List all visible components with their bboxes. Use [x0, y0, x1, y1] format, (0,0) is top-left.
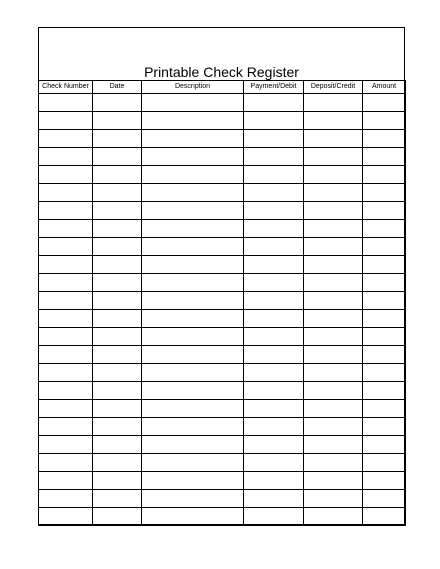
table-row — [39, 346, 406, 364]
description-cell — [142, 310, 244, 328]
check-number-cell — [39, 508, 93, 526]
date-cell — [93, 472, 142, 490]
check-number-cell — [39, 346, 93, 364]
deposit-credit-cell — [304, 202, 363, 220]
table-row — [39, 274, 406, 292]
payment-debit-cell — [244, 418, 304, 436]
date-cell — [93, 292, 142, 310]
check-number-cell — [39, 202, 93, 220]
page-title: Printable Check Register — [144, 64, 299, 80]
payment-debit-cell — [244, 454, 304, 472]
table-row — [39, 400, 406, 418]
payment-debit-cell — [244, 364, 304, 382]
payment-debit-cell — [244, 400, 304, 418]
table-row — [39, 112, 406, 130]
column-header-payment-debit: Payment/Debit — [244, 81, 304, 94]
table-row — [39, 508, 406, 526]
description-cell — [142, 382, 244, 400]
payment-debit-cell — [244, 328, 304, 346]
payment-debit-cell — [244, 382, 304, 400]
payment-debit-cell — [244, 130, 304, 148]
deposit-credit-cell — [304, 112, 363, 130]
description-cell — [142, 94, 244, 112]
amount-cell — [363, 202, 406, 220]
check-number-cell — [39, 436, 93, 454]
amount-cell — [363, 130, 406, 148]
column-header-date: Date — [93, 81, 142, 94]
date-cell — [93, 148, 142, 166]
amount-cell — [363, 148, 406, 166]
deposit-credit-cell — [304, 256, 363, 274]
date-cell — [93, 166, 142, 184]
check-number-cell — [39, 166, 93, 184]
check-number-cell — [39, 112, 93, 130]
description-cell — [142, 346, 244, 364]
check-number-cell — [39, 400, 93, 418]
column-header-check-number: Check Number — [39, 81, 93, 94]
deposit-credit-cell — [304, 310, 363, 328]
payment-debit-cell — [244, 310, 304, 328]
description-cell — [142, 292, 244, 310]
date-cell — [93, 274, 142, 292]
table-row — [39, 490, 406, 508]
date-cell — [93, 508, 142, 526]
check-number-cell — [39, 292, 93, 310]
deposit-credit-cell — [304, 274, 363, 292]
check-number-cell — [39, 238, 93, 256]
description-cell — [142, 202, 244, 220]
check-number-cell — [39, 382, 93, 400]
table-row — [39, 292, 406, 310]
check-number-cell — [39, 274, 93, 292]
amount-cell — [363, 166, 406, 184]
payment-debit-cell — [244, 220, 304, 238]
description-cell — [142, 274, 244, 292]
deposit-credit-cell — [304, 508, 363, 526]
date-cell — [93, 382, 142, 400]
table-row — [39, 328, 406, 346]
payment-debit-cell — [244, 292, 304, 310]
payment-debit-cell — [244, 238, 304, 256]
table-row — [39, 166, 406, 184]
description-cell — [142, 364, 244, 382]
deposit-credit-cell — [304, 490, 363, 508]
description-cell — [142, 166, 244, 184]
payment-debit-cell — [244, 148, 304, 166]
payment-debit-cell — [244, 202, 304, 220]
date-cell — [93, 202, 142, 220]
description-cell — [142, 238, 244, 256]
deposit-credit-cell — [304, 292, 363, 310]
amount-cell — [363, 112, 406, 130]
date-cell — [93, 364, 142, 382]
date-cell — [93, 310, 142, 328]
amount-cell — [363, 490, 406, 508]
table-row — [39, 472, 406, 490]
payment-debit-cell — [244, 166, 304, 184]
check-number-cell — [39, 472, 93, 490]
header-row — [39, 81, 406, 94]
payment-debit-cell — [244, 112, 304, 130]
description-cell — [142, 490, 244, 508]
table-row — [39, 220, 406, 238]
deposit-credit-cell — [304, 346, 363, 364]
table-row — [39, 238, 406, 256]
check-number-cell — [39, 220, 93, 238]
date-cell — [93, 400, 142, 418]
date-cell — [93, 256, 142, 274]
column-header-description: Description — [142, 81, 244, 94]
description-cell — [142, 454, 244, 472]
check-number-cell — [39, 310, 93, 328]
amount-cell — [363, 274, 406, 292]
deposit-credit-cell — [304, 364, 363, 382]
amount-cell — [363, 436, 406, 454]
date-cell — [93, 112, 142, 130]
payment-debit-cell — [244, 94, 304, 112]
deposit-credit-cell — [304, 382, 363, 400]
amount-cell — [363, 382, 406, 400]
description-cell — [142, 508, 244, 526]
description-cell — [142, 472, 244, 490]
amount-cell — [363, 472, 406, 490]
payment-debit-cell — [244, 436, 304, 454]
deposit-credit-cell — [304, 454, 363, 472]
date-cell — [93, 220, 142, 238]
description-cell — [142, 148, 244, 166]
payment-debit-cell — [244, 346, 304, 364]
description-cell — [142, 130, 244, 148]
amount-cell — [363, 94, 406, 112]
deposit-credit-cell — [304, 130, 363, 148]
payment-debit-cell — [244, 472, 304, 490]
description-cell — [142, 184, 244, 202]
amount-cell — [363, 346, 406, 364]
table-row — [39, 310, 406, 328]
table-row — [39, 130, 406, 148]
description-cell — [142, 436, 244, 454]
amount-cell — [363, 364, 406, 382]
table-row — [39, 184, 406, 202]
table-row — [39, 382, 406, 400]
check-number-cell — [39, 490, 93, 508]
register-page — [38, 27, 405, 525]
deposit-credit-cell — [304, 472, 363, 490]
date-cell — [93, 418, 142, 436]
check-number-cell — [39, 148, 93, 166]
payment-debit-cell — [244, 490, 304, 508]
amount-cell — [363, 184, 406, 202]
table-row — [39, 454, 406, 472]
amount-cell — [363, 454, 406, 472]
table-row — [39, 202, 406, 220]
payment-debit-cell — [244, 184, 304, 202]
table-row — [39, 418, 406, 436]
amount-cell — [363, 400, 406, 418]
table-row — [39, 94, 406, 112]
amount-cell — [363, 328, 406, 346]
date-cell — [93, 346, 142, 364]
check-number-cell — [39, 94, 93, 112]
deposit-credit-cell — [304, 166, 363, 184]
table-row — [39, 148, 406, 166]
deposit-credit-cell — [304, 400, 363, 418]
check-number-cell — [39, 328, 93, 346]
description-cell — [142, 328, 244, 346]
description-cell — [142, 220, 244, 238]
amount-cell — [363, 256, 406, 274]
deposit-credit-cell — [304, 94, 363, 112]
column-header-amount: Amount — [363, 81, 406, 94]
date-cell — [93, 436, 142, 454]
amount-cell — [363, 310, 406, 328]
table-row — [39, 256, 406, 274]
date-cell — [93, 328, 142, 346]
deposit-credit-cell — [304, 184, 363, 202]
description-cell — [142, 400, 244, 418]
deposit-credit-cell — [304, 418, 363, 436]
amount-cell — [363, 508, 406, 526]
check-number-cell — [39, 256, 93, 274]
table-row — [39, 364, 406, 382]
amount-cell — [363, 292, 406, 310]
register-body — [39, 94, 406, 526]
deposit-credit-cell — [304, 238, 363, 256]
payment-debit-cell — [244, 256, 304, 274]
table-row — [39, 436, 406, 454]
payment-debit-cell — [244, 274, 304, 292]
amount-cell — [363, 418, 406, 436]
deposit-credit-cell — [304, 436, 363, 454]
date-cell — [93, 238, 142, 256]
deposit-credit-cell — [304, 328, 363, 346]
description-cell — [142, 112, 244, 130]
column-header-deposit-credit: Deposit/Credit — [304, 81, 363, 94]
check-number-cell — [39, 418, 93, 436]
check-number-cell — [39, 364, 93, 382]
description-cell — [142, 256, 244, 274]
date-cell — [93, 184, 142, 202]
deposit-credit-cell — [304, 148, 363, 166]
date-cell — [93, 454, 142, 472]
check-register-table — [38, 80, 406, 526]
description-cell — [142, 418, 244, 436]
date-cell — [93, 130, 142, 148]
check-number-cell — [39, 130, 93, 148]
check-number-cell — [39, 184, 93, 202]
date-cell — [93, 94, 142, 112]
check-number-cell — [39, 454, 93, 472]
amount-cell — [363, 238, 406, 256]
date-cell — [93, 490, 142, 508]
payment-debit-cell — [244, 508, 304, 526]
amount-cell — [363, 220, 406, 238]
deposit-credit-cell — [304, 220, 363, 238]
